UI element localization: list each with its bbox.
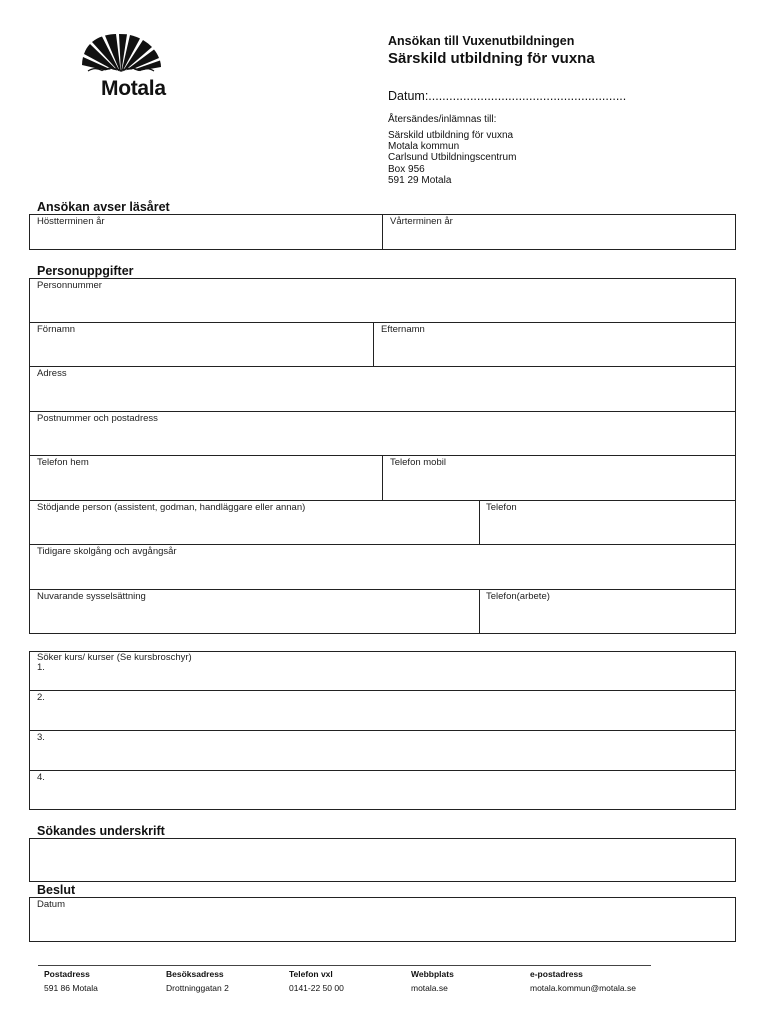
- work-phone-field[interactable]: Telefon(arbete): [486, 591, 550, 602]
- footer-email-value[interactable]: motala.kommun@motala.se: [530, 983, 636, 993]
- course-row-3[interactable]: 3.: [37, 732, 45, 743]
- mobile-phone-field[interactable]: Telefon mobil: [390, 457, 446, 468]
- address-line: Motala kommun: [388, 141, 460, 153]
- section-title-year: Ansökan avser läsåret: [37, 200, 170, 214]
- divider: [29, 544, 736, 545]
- support-phone-field[interactable]: Telefon: [486, 502, 517, 513]
- divider: [382, 455, 383, 500]
- section-title-personal: Personuppgifter: [37, 264, 134, 278]
- home-phone-field[interactable]: Telefon hem: [37, 457, 89, 468]
- autumn-term-field[interactable]: Höstterminen år: [37, 216, 105, 227]
- address-line: Carlsund Utbildningscentrum: [388, 152, 517, 164]
- support-person-field[interactable]: Stödjande person (assistent, godman, handläggare eller annan): [37, 502, 306, 513]
- divider: [29, 322, 736, 323]
- divider: [382, 214, 383, 250]
- return-label: Återsändes/inlämnas till:: [388, 114, 497, 125]
- footer-divider: [38, 965, 651, 966]
- courses-label: Söker kurs/ kurser (Se kursbroschyr): [37, 652, 192, 663]
- previous-school-field[interactable]: Tidigare skolgång och avgångsår: [37, 546, 177, 557]
- section-title-decision: Beslut: [37, 883, 76, 897]
- divider: [29, 690, 736, 691]
- signature-field[interactable]: [29, 838, 736, 882]
- footer-postal-label: Postadress: [44, 969, 90, 979]
- address-field[interactable]: Adress: [37, 368, 67, 379]
- footer-web-label: Webbplats: [411, 969, 454, 979]
- divider: [29, 500, 736, 501]
- return-address: [388, 130, 516, 186]
- footer-postal-value: 591 86 Motala: [44, 983, 98, 993]
- section-title-signature: Sökandes underskrift: [37, 824, 165, 838]
- divider: [29, 589, 736, 590]
- first-name-field[interactable]: Förnamn: [37, 324, 76, 335]
- footer-visit-label: Besöksadress: [166, 969, 224, 979]
- form-title: Särskild utbildning för vuxna: [388, 50, 595, 67]
- last-name-field[interactable]: Efternamn: [381, 324, 425, 335]
- footer-phone-value: 0141-22 50 00: [289, 983, 344, 993]
- course-row-4[interactable]: 4.: [37, 772, 45, 783]
- divider: [479, 589, 480, 634]
- footer-email-label: e-postadress: [530, 969, 583, 979]
- divider: [29, 366, 736, 367]
- personnummer-field[interactable]: Personnummer: [37, 280, 102, 291]
- logo-text: Motala: [101, 77, 166, 100]
- decision-date-field[interactable]: Datum: [37, 899, 65, 910]
- divider: [29, 411, 736, 412]
- form-subtitle: Ansökan till Vuxenutbildningen: [388, 34, 575, 48]
- footer-visit-value: Drottninggatan 2: [166, 983, 229, 993]
- divider: [479, 500, 480, 544]
- course-row-2[interactable]: 2.: [37, 692, 45, 703]
- address-line: Box 956: [388, 163, 425, 175]
- divider: [29, 770, 736, 771]
- footer-web-value[interactable]: motala.se: [411, 983, 448, 993]
- spring-term-field[interactable]: Vårterminen år: [390, 216, 453, 227]
- course-row-1[interactable]: 1.: [37, 662, 45, 673]
- divider: [373, 322, 374, 366]
- occupation-field[interactable]: Nuvarande sysselsättning: [37, 591, 146, 602]
- divider: [29, 730, 736, 731]
- address-line: 591 29 Motala: [388, 174, 452, 186]
- footer-phone-label: Telefon vxl: [289, 969, 333, 979]
- address-line: Särskild utbildning för vuxna: [388, 130, 514, 141]
- date-field[interactable]: Datum:.........................................................: [388, 89, 627, 103]
- postal-field[interactable]: Postnummer och postadress: [37, 413, 158, 424]
- decision-box: [29, 897, 736, 942]
